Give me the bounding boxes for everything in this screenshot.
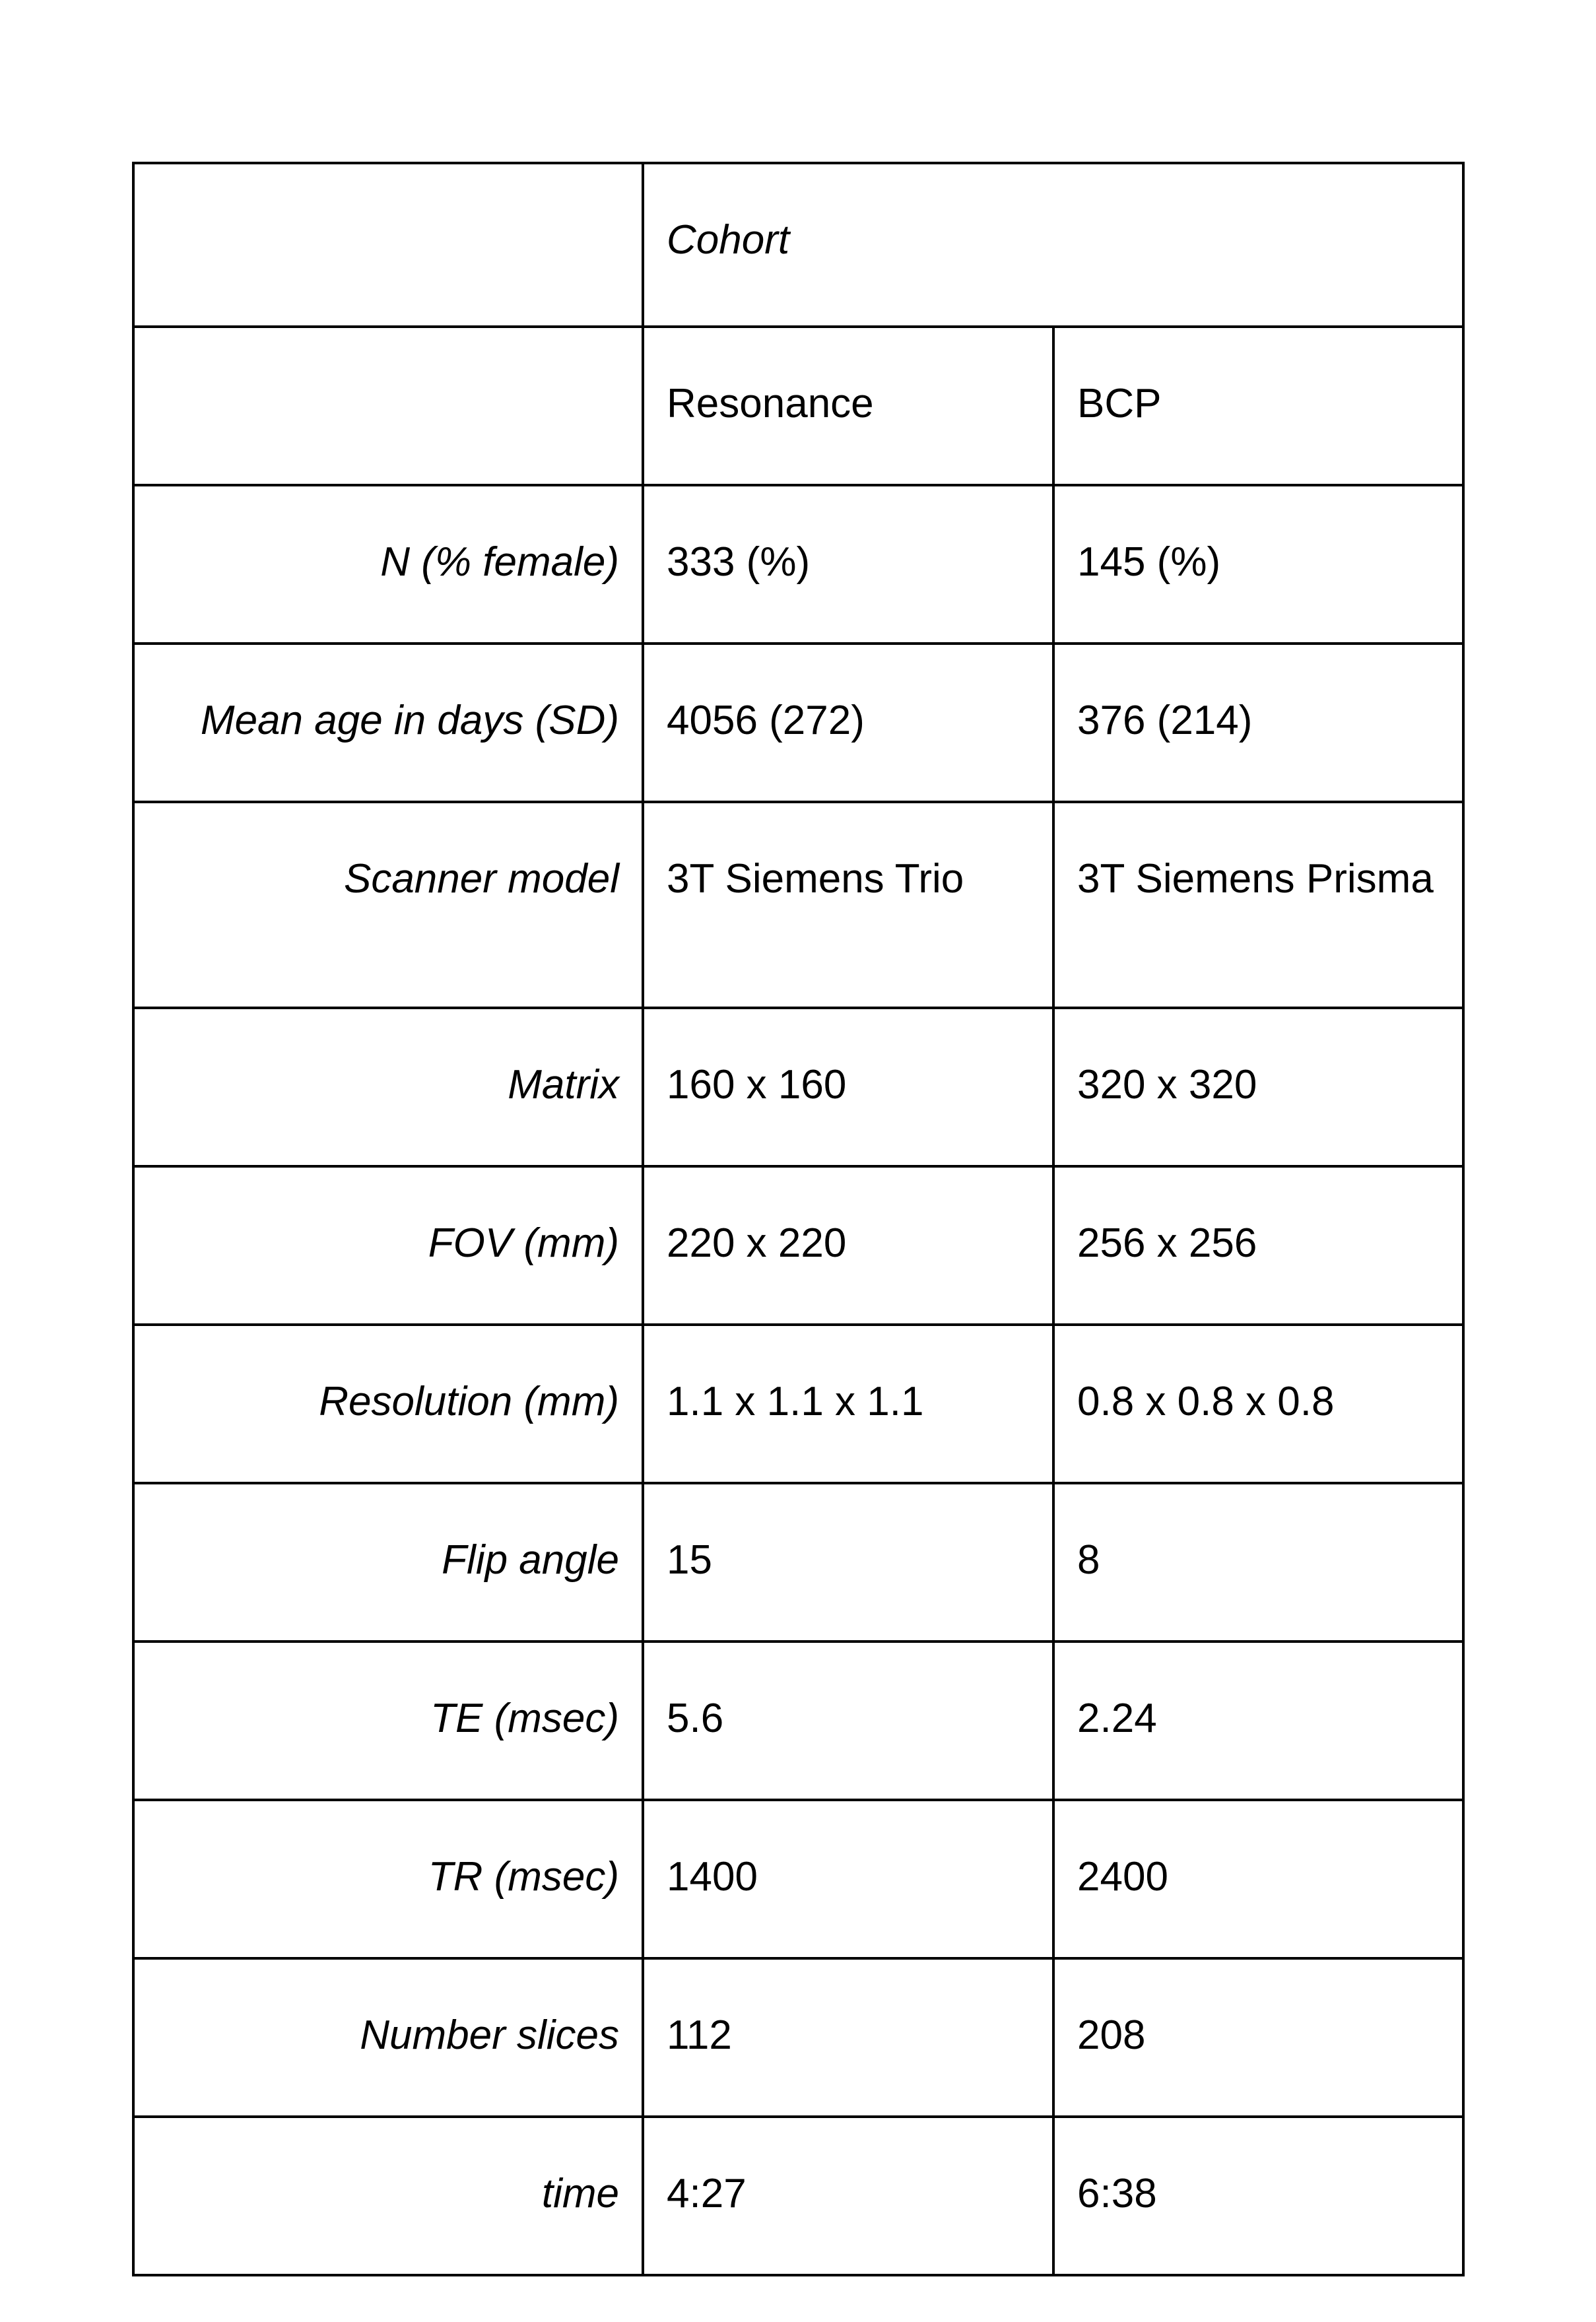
cell-resonance: 220 x 220 <box>643 1166 1053 1325</box>
row-label-number-slices: Number slices <box>133 1958 643 2117</box>
row-label-scanner-model: Scanner model <box>133 802 643 1008</box>
cell-bcp: 3T Siemens Prisma <box>1053 802 1463 1008</box>
column-header-row <box>133 327 1463 485</box>
table-row <box>133 1483 1463 1642</box>
cell-resonance: 1.1 x 1.1 x 1.1 <box>643 1325 1053 1483</box>
cell-resonance: 1400 <box>643 1800 1053 1958</box>
row-label-flip-angle: Flip angle <box>133 1483 643 1642</box>
cell-bcp: 208 <box>1053 1958 1463 2117</box>
row-label-mean-age: Mean age in days (SD) <box>133 644 643 802</box>
table-row <box>133 2117 1463 2275</box>
cohort-scan-parameters-table <box>132 162 1465 2276</box>
cell-bcp: 256 x 256 <box>1053 1166 1463 1325</box>
cell-bcp: 8 <box>1053 1483 1463 1642</box>
cell-resonance: 4056 (272) <box>643 644 1053 802</box>
cell-bcp: 320 x 320 <box>1053 1008 1463 1166</box>
cell-resonance: 3T Siemens Trio <box>643 802 1053 1008</box>
table-row <box>133 1325 1463 1483</box>
table-row <box>133 1800 1463 1958</box>
table-row <box>133 1166 1463 1325</box>
cell-resonance: 4:27 <box>643 2117 1053 2275</box>
row-label-n-female: N (% female) <box>133 485 643 644</box>
row-label-resolution: Resolution (mm) <box>133 1325 643 1483</box>
table-row <box>133 644 1463 802</box>
cell-resonance: 5.6 <box>643 1642 1053 1800</box>
cell-bcp: 145 (%) <box>1053 485 1463 644</box>
column-header-bcp: BCP <box>1053 327 1463 485</box>
row-label-te: TE (msec) <box>133 1642 643 1800</box>
row-label-time: time <box>133 2117 643 2275</box>
cell-resonance: 333 (%) <box>643 485 1053 644</box>
cell-bcp: 2.24 <box>1053 1642 1463 1800</box>
cell-resonance: 112 <box>643 1958 1053 2117</box>
row-label-fov: FOV (mm) <box>133 1166 643 1325</box>
empty-label-cell <box>133 327 643 485</box>
table-row <box>133 1958 1463 2117</box>
empty-corner-cell <box>133 163 643 327</box>
cell-bcp: 0.8 x 0.8 x 0.8 <box>1053 1325 1463 1483</box>
cohort-group-header: Cohort <box>643 163 1463 327</box>
cohort-header-row <box>133 163 1463 327</box>
cell-bcp: 2400 <box>1053 1800 1463 1958</box>
table-row <box>133 802 1463 1008</box>
cell-bcp: 376 (214) <box>1053 644 1463 802</box>
row-label-matrix: Matrix <box>133 1008 643 1166</box>
table-row <box>133 1642 1463 1800</box>
column-header-resonance: Resonance <box>643 327 1053 485</box>
cell-resonance: 15 <box>643 1483 1053 1642</box>
table-row <box>133 1008 1463 1166</box>
table-row <box>133 485 1463 644</box>
row-label-tr: TR (msec) <box>133 1800 643 1958</box>
cell-resonance: 160 x 160 <box>643 1008 1053 1166</box>
cell-bcp: 6:38 <box>1053 2117 1463 2275</box>
